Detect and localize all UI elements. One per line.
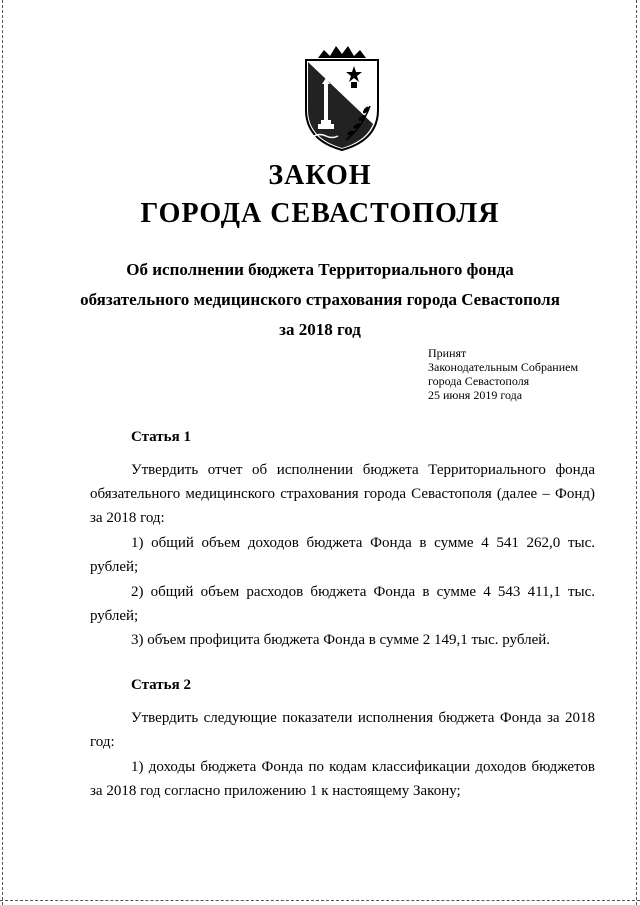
article-1-heading: Статья 1 (131, 429, 191, 445)
subject-line: за 2018 год (279, 320, 361, 339)
subject-line: обязательного медицинского страхования города Севастополя (80, 290, 560, 309)
adoption-line: города Севастополя (428, 374, 530, 388)
article-2-heading: Статья 2 (131, 677, 191, 693)
article-1-item-1: 1) общий объем доходов бюджета Фонда в сумме 4 541 262,0 тыс. рублей; (90, 535, 595, 575)
adoption-date: 25 июня 2019 года (428, 388, 523, 402)
scan-edge-left (2, 0, 4, 905)
law-city-title: ГОРОДА СЕВАСТОПОЛЯ (140, 198, 500, 229)
article-2-intro: Утвердить следующие показатели исполнения бюджета Фонда за 2018 год: (90, 710, 595, 750)
article-2-item-1: 1) доходы бюджета Фонда по кодам классификации доходов бюджетов за 2018 год согласно приложению 1 к настоящему Закону; (90, 759, 595, 799)
law-title: ЗАКОН (268, 160, 372, 191)
subject-line: Об исполнении бюджета Территориального фонда (126, 260, 514, 279)
adoption-note (428, 346, 628, 402)
adoption-line: Законодательным Собранием (428, 360, 579, 374)
article-1-intro: Утвердить отчет об исполнении бюджета Территориального фонда обязательного медицинского страхования города Севастополя (далее – Фонд) за 2018 год: (90, 462, 595, 526)
article-1-item-3: 3) объем профицита бюджета Фонда в сумме 2 149,1 тыс. рублей. (131, 632, 551, 648)
sevastopol-coat-of-arms-icon (300, 44, 384, 152)
law-subject (60, 255, 580, 345)
article-1-item-2: 2) общий объем расходов бюджета Фонда в сумме 4 543 411,1 тыс. рублей; (90, 584, 595, 624)
scan-edge-right (636, 0, 638, 905)
adoption-line: Принят (428, 346, 467, 360)
scan-edge-bottom (0, 900, 640, 902)
